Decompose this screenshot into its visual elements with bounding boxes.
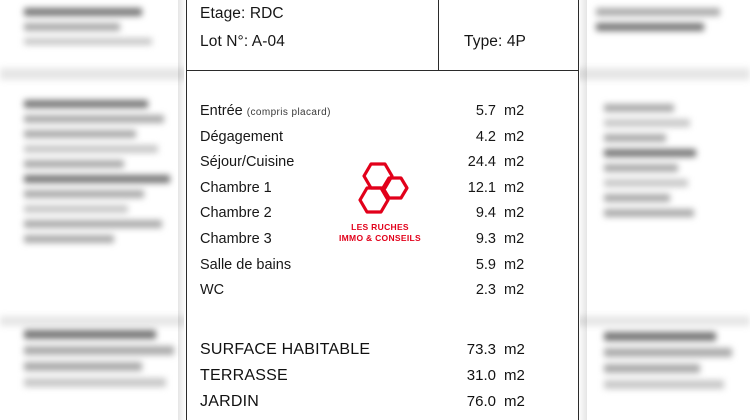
- room-area: 9.3: [475, 230, 496, 247]
- blurred-column-left-top: [24, 8, 164, 52]
- table-row: [200, 99, 560, 125]
- total-area: 73.3: [466, 341, 496, 358]
- hexagon-cluster-icon: [345, 162, 415, 220]
- room-name: Chambre 3: [200, 230, 272, 247]
- logo-line-1: LES RUCHES: [351, 222, 409, 232]
- room-area-unit: m2: [504, 154, 525, 171]
- blurred-column-left-middle: [24, 100, 174, 250]
- room-name: WC: [200, 282, 225, 299]
- room-area-unit: m2: [504, 128, 525, 145]
- table-row: [200, 337, 560, 363]
- header-bottom-rule: [186, 70, 579, 71]
- lot-number-field: Lot N°: A-04: [200, 33, 285, 50]
- room-area-unit: m2: [504, 230, 525, 247]
- room-name: Salle de bains: [200, 256, 292, 273]
- blurred-column-right-top: [596, 8, 736, 38]
- type-field: Type: 4P: [464, 33, 526, 50]
- room-note: (compris placard): [246, 107, 331, 118]
- room-name: Séjour/Cuisine: [200, 154, 295, 171]
- room-area: 5.7: [475, 103, 496, 119]
- room-name: Dégagement: [200, 128, 284, 145]
- room-name: Chambre 1: [200, 179, 272, 196]
- table-row: [200, 363, 560, 389]
- total-area: 31.0: [466, 367, 496, 384]
- total-label: JARDIN: [200, 393, 259, 410]
- room-area: 24.4: [467, 154, 496, 171]
- room-area: 5.9: [475, 256, 496, 273]
- total-label: TERRASSE: [200, 367, 288, 384]
- total-area-unit: m2: [504, 393, 525, 410]
- blurred-column-right-middle: [604, 104, 734, 224]
- table-row: [200, 125, 560, 151]
- totals-list: [200, 337, 560, 415]
- total-area-unit: m2: [504, 341, 525, 358]
- total-area-unit: m2: [504, 367, 525, 384]
- company-logo: [332, 162, 428, 254]
- table-row: [200, 278, 560, 304]
- sheet-shadow-right: [578, 0, 587, 420]
- room-area-unit: m2: [504, 205, 525, 222]
- table-row: [200, 389, 560, 415]
- total-area: 76.0: [466, 393, 496, 410]
- room-area: 9.4: [475, 205, 496, 222]
- room-area: 4.2: [475, 128, 496, 145]
- blurred-column-left-bottom: [24, 330, 174, 394]
- table-border-left: [186, 0, 187, 420]
- room-name: Entrée (compris placard): [200, 103, 331, 119]
- room-area-unit: m2: [504, 103, 525, 119]
- table-border-right: [578, 0, 579, 420]
- room-area-unit: m2: [504, 282, 525, 299]
- etage-field: Etage: RDC: [200, 5, 284, 22]
- table-row: [200, 253, 560, 279]
- blurred-column-right-bottom: [604, 332, 740, 396]
- room-area-unit: m2: [504, 256, 525, 273]
- room-name: Chambre 2: [200, 205, 272, 222]
- logo-line-2: IMMO & CONSEILS: [339, 232, 421, 243]
- room-area-unit: m2: [504, 179, 525, 196]
- total-label: SURFACE HABITABLE: [200, 341, 371, 358]
- room-area: 12.1: [467, 179, 496, 196]
- header-column-divider: [438, 0, 439, 70]
- room-area: 2.3: [475, 282, 496, 299]
- sheet-shadow-left: [178, 0, 186, 420]
